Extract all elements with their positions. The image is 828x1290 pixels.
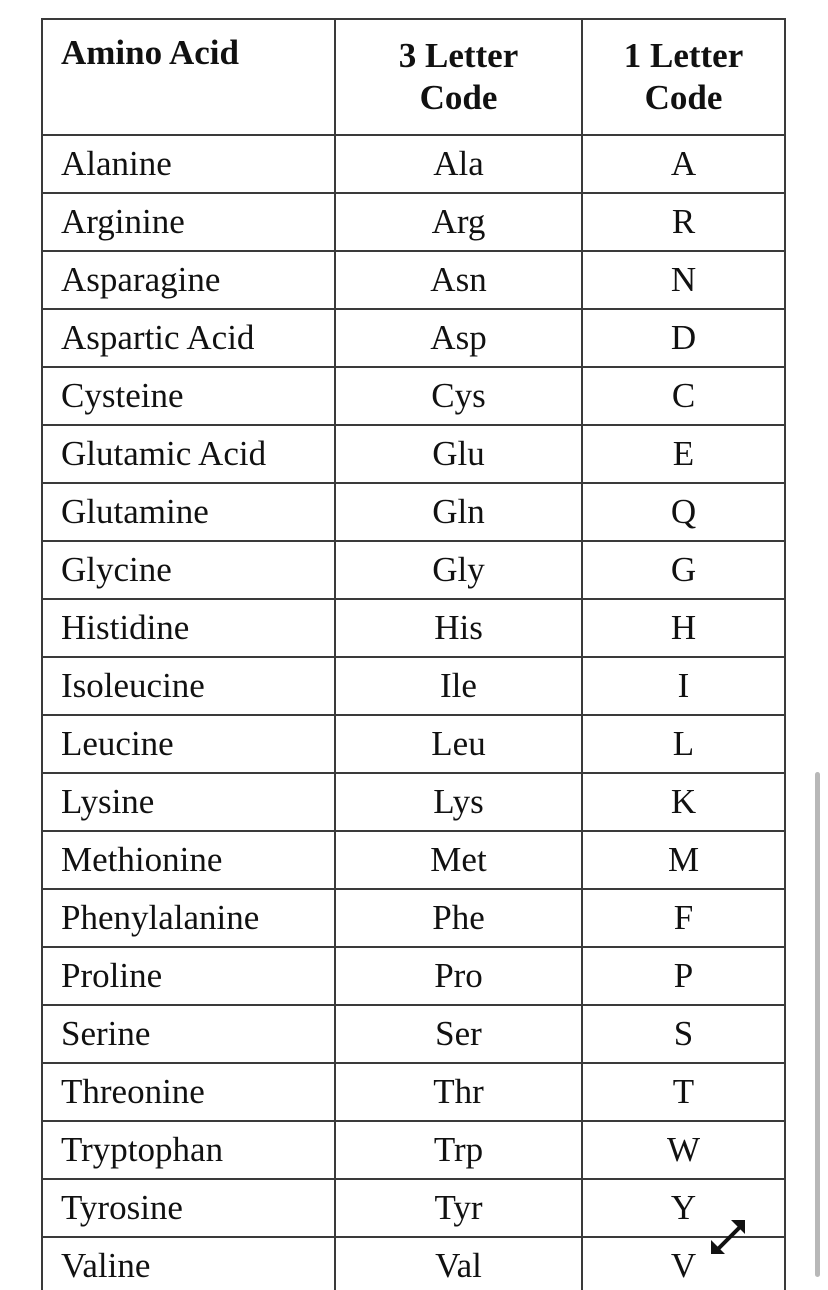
three-letter-code-cell: Ile [335,657,582,715]
table-row [42,599,785,657]
amino-acid-name-cell: Methionine [42,831,335,889]
amino-acid-name-cell: Glutamine [42,483,335,541]
three-letter-code-cell: Trp [335,1121,582,1179]
header-three-letter-line2: Code [419,78,498,117]
three-letter-code-cell: Gln [335,483,582,541]
three-letter-code-cell: Thr [335,1063,582,1121]
one-letter-code-cell: F [582,889,785,947]
amino-acid-name-cell: Isoleucine [42,657,335,715]
header-one-letter-code [582,19,785,135]
one-letter-code-cell: I [582,657,785,715]
one-letter-code-cell: Q [582,483,785,541]
table-row [42,1121,785,1179]
header-row [42,19,785,135]
amino-acid-name-cell: Serine [42,1005,335,1063]
header-one-letter-line2: Code [644,78,723,117]
one-letter-code-cell: N [582,251,785,309]
amino-acid-name-cell: Aspartic Acid [42,309,335,367]
one-letter-code-cell: W [582,1121,785,1179]
three-letter-code-cell: Lys [335,773,582,831]
three-letter-code-cell: Leu [335,715,582,773]
one-letter-code-cell: S [582,1005,785,1063]
scrollbar[interactable] [815,772,820,1277]
table-body [42,135,785,1290]
one-letter-code-cell: E [582,425,785,483]
one-letter-code-cell: M [582,831,785,889]
table-row [42,425,785,483]
three-letter-code-cell: Pro [335,947,582,1005]
three-letter-code-cell: Glu [335,425,582,483]
amino-acid-name-cell: Valine [42,1237,335,1290]
amino-acid-name-cell: Tyrosine [42,1179,335,1237]
three-letter-code-cell: Phe [335,889,582,947]
one-letter-code-cell: C [582,367,785,425]
table-row [42,1237,785,1290]
table-row [42,831,785,889]
one-letter-code-cell: Y [582,1179,785,1237]
table-row [42,309,785,367]
three-letter-code-cell: His [335,599,582,657]
one-letter-code-cell: K [582,773,785,831]
amino-acid-name-cell: Glycine [42,541,335,599]
table-row [42,889,785,947]
table-row [42,483,785,541]
one-letter-code-cell: T [582,1063,785,1121]
one-letter-code-cell: L [582,715,785,773]
amino-acid-name-cell: Threonine [42,1063,335,1121]
amino-acid-name-cell: Alanine [42,135,335,193]
three-letter-code-cell: Ser [335,1005,582,1063]
one-letter-code-cell: P [582,947,785,1005]
amino-acid-name-cell: Lysine [42,773,335,831]
one-letter-code-cell: A [582,135,785,193]
header-three-letter-code [335,19,582,135]
three-letter-code-cell: Gly [335,541,582,599]
amino-acid-name-cell: Tryptophan [42,1121,335,1179]
header-one-letter-line1: 1 Letter [623,36,744,75]
table-row [42,773,785,831]
amino-acid-name-cell: Glutamic Acid [42,425,335,483]
three-letter-code-cell: Asn [335,251,582,309]
three-letter-code-cell: Met [335,831,582,889]
amino-acid-name-cell: Cysteine [42,367,335,425]
three-letter-code-cell: Arg [335,193,582,251]
table-row [42,251,785,309]
one-letter-code-cell: H [582,599,785,657]
amino-acid-name-cell: Arginine [42,193,335,251]
expand-arrows-icon[interactable] [707,1216,751,1260]
header-amino-acid: Amino Acid [42,19,335,135]
table-row [42,1005,785,1063]
table-row [42,193,785,251]
one-letter-code-cell: G [582,541,785,599]
three-letter-code-cell: Cys [335,367,582,425]
three-letter-code-cell: Val [335,1237,582,1290]
header-three-letter-line1: 3 Letter [398,36,519,75]
table-row [42,715,785,773]
one-letter-code-cell: D [582,309,785,367]
table-row [42,367,785,425]
table-row [42,135,785,193]
amino-acid-name-cell: Proline [42,947,335,1005]
table-row [42,947,785,1005]
amino-acid-name-cell: Leucine [42,715,335,773]
one-letter-code-cell: R [582,193,785,251]
one-letter-code-cell: V [582,1237,785,1290]
table-row [42,541,785,599]
table-row [42,1063,785,1121]
amino-acid-name-cell: Asparagine [42,251,335,309]
three-letter-code-cell: Tyr [335,1179,582,1237]
three-letter-code-cell: Ala [335,135,582,193]
amino-acid-table [41,18,786,1290]
amino-acid-name-cell: Histidine [42,599,335,657]
table-row [42,657,785,715]
three-letter-code-cell: Asp [335,309,582,367]
table-row [42,1179,785,1237]
amino-acid-name-cell: Phenylalanine [42,889,335,947]
